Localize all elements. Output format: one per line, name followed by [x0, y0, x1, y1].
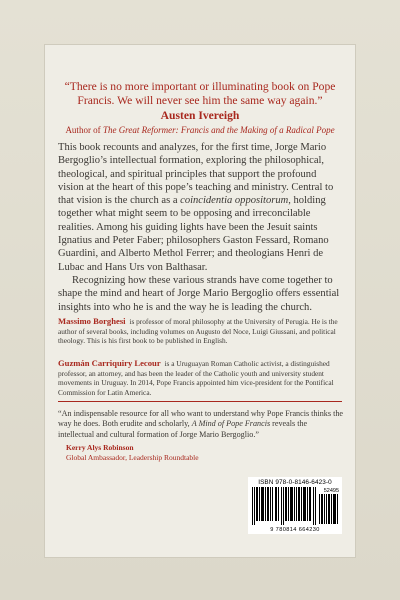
book-description [58, 141, 344, 314]
p1-part-1: This book recounts and analyzes, for the first time, Jorge Mario Bergoglio’s intellectual formation, exploring the philosophical, theological, and spiritual principles that support the profound vision at the heart of this pope’s teaching and ministry. Central to that vision is the church as a [58, 142, 334, 207]
author-bio-text: is a Uruguayan Roman Catholic activist, a distinguished professor, an attorney, and has been the leader of the Catholic youth and university student movements in Uruguay. In 2014, Pope Francis appointed him vice-president for the Pontifical Commission for Latin America. [58, 359, 334, 397]
section-divider [58, 401, 342, 402]
isbn-label: ISBN 978-0-8146-6423-0 [258, 479, 332, 486]
endorsement-text-2: reveals the intellectual and cultural formation of Jorge Mario Bergoglio.” [58, 419, 308, 439]
lead-quote-text: “There is no more important or illuminating book on Pope Francis. We will never see him the same way again.” [64, 80, 336, 107]
source-title: The Great Reformer: Francis and the Making of a Radical Pope [102, 125, 335, 135]
description-paragraph-2: Recognizing how these various strands have come together to shape the mind and heart of Jorge Mario Bergoglio offers essential insights into who he is and the way he is leading the church. [58, 274, 340, 313]
isbn-barcode [248, 477, 342, 534]
endorser [66, 443, 266, 463]
second-endorsement [58, 409, 344, 440]
author-name: Guzmán Carriquiry Lecour [58, 358, 161, 368]
lead-endorsement [58, 80, 342, 136]
author-bio-text: is professor of moral philosophy at the University of Perugia. He is the author of several books, including volumes on Augusto del Noce, Luigi Giussani, and political theology. This is his first book to be published in English. [58, 317, 338, 345]
endorser-name: Kerry Alys Robinson [66, 443, 134, 452]
author-bio-borghesi [58, 317, 348, 346]
p1-part-2: , holding together what might seem to be opposing and irreconcilable realities. Among his guiding lights have been the Jesuit saints Ignatius and Peter Faber; philosophers Gaston Fessard, Romano Guardini, and Alberto Methol Ferrer; and theologians Henri de Lubac and Hans Urs von Balthasar. [58, 195, 329, 273]
author-bio-carriquiry [58, 359, 348, 397]
endorser-role: Global Ambassador, Leadership Roundtable [66, 453, 199, 462]
lead-quote-author: Austen Ivereigh [160, 109, 240, 122]
lead-quote-source [58, 124, 342, 136]
barcode-digits: 9 780814 664230 [270, 527, 320, 533]
price-code: 52495 [323, 488, 339, 494]
source-prefix: Author of [65, 125, 103, 135]
author-name: Massimo Borghesi [58, 316, 126, 326]
barcode-bars-addon [319, 494, 339, 524]
description-paragraph-1 [58, 141, 344, 274]
endorsement-book-title: A Mind of Pope Francis [191, 419, 271, 429]
barcode-bars-main [252, 487, 316, 525]
endorsement-text-1: “An indispensable resource for all who want to understand why Pope Francis thinks the way he does. Both erudite and scholarly, [58, 409, 343, 429]
p1-italic: coincidentia oppositorum [180, 195, 289, 207]
